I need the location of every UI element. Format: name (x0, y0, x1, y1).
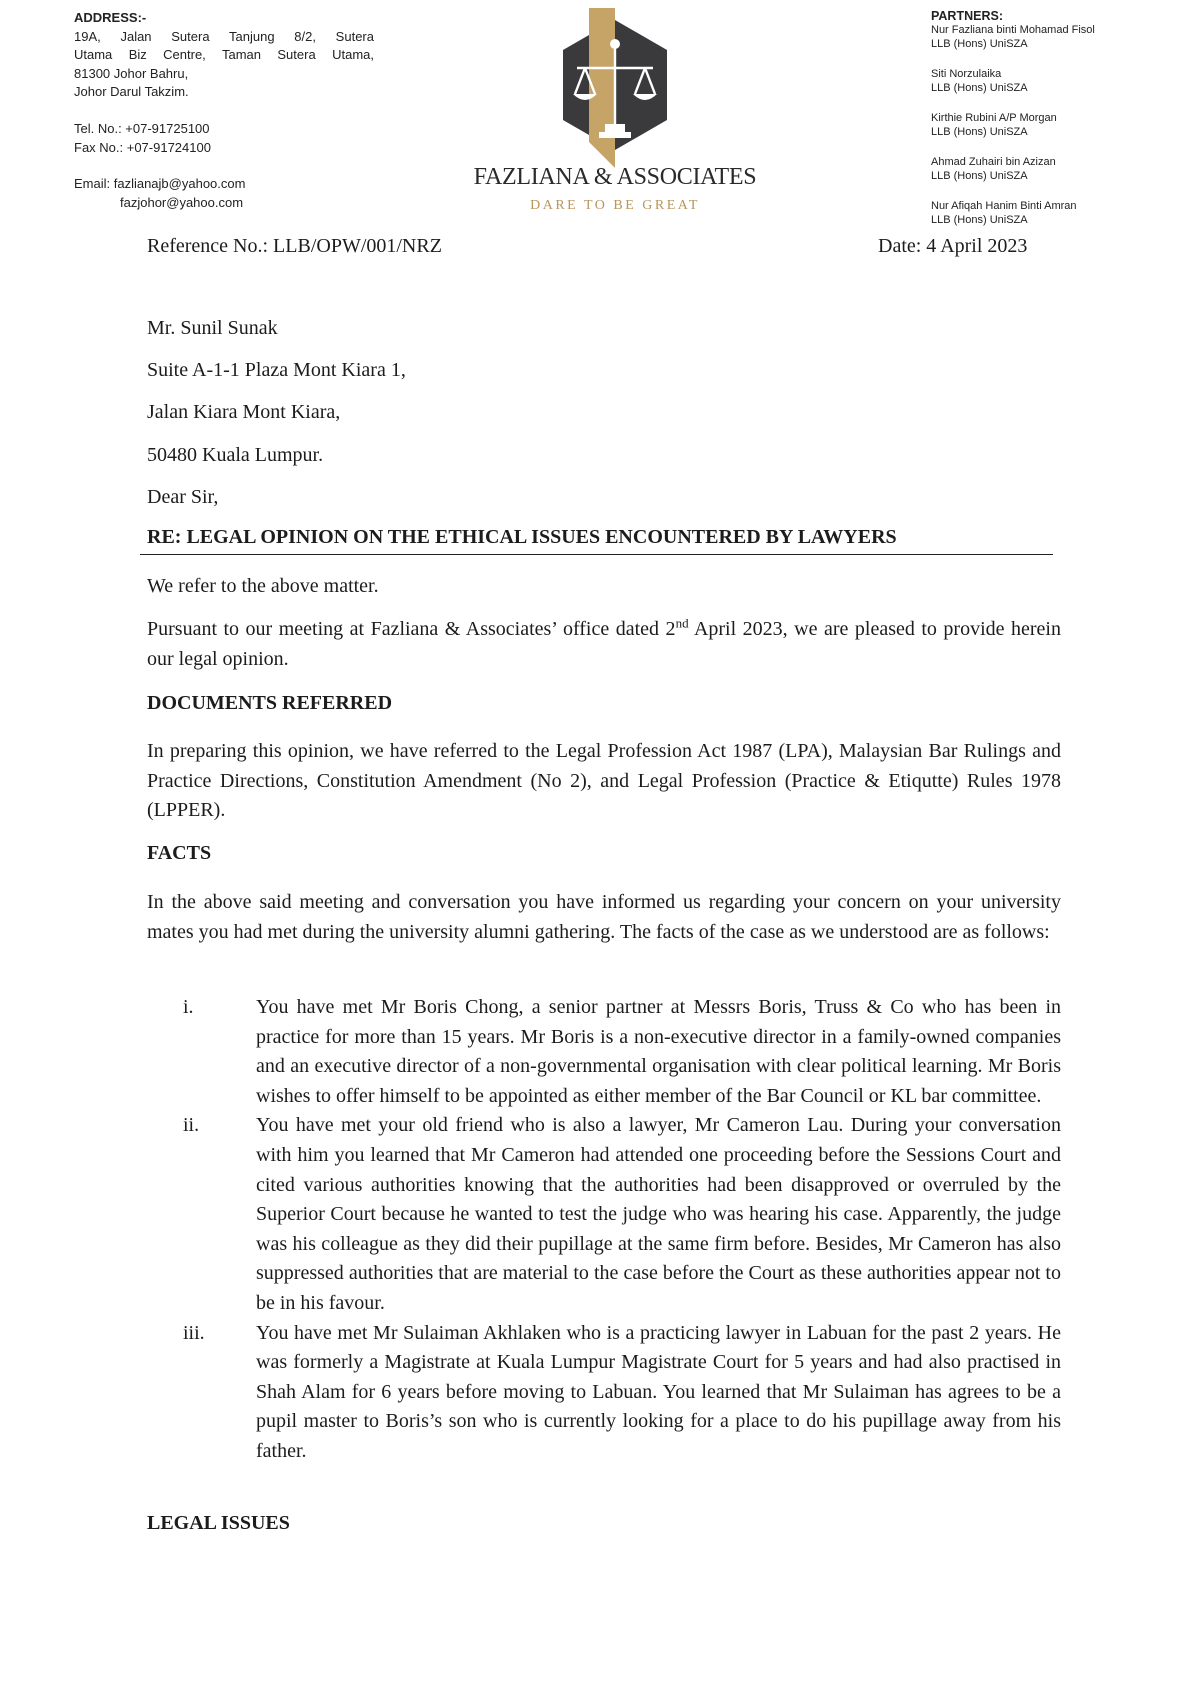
firm-logo (455, 8, 775, 213)
recipient-address (147, 314, 406, 525)
email-primary: Email: fazlianajb@yahoo.com (74, 176, 246, 192)
fax: Fax No.: +07-91724100 (74, 139, 211, 155)
partner-name: Kirthie Rubini A/P Morgan (931, 112, 1057, 124)
list-item-number: iii. (183, 1321, 205, 1344)
partner-name: Ahmad Zuhairi bin Azizan (931, 156, 1056, 168)
list-item-text: You have met your old friend who is also a lawyer, Mr Cameron Lau. During your conversation with him you learned that Mr Cameron had attended one proceeding before the Sessions Court and cited various authorities knowing that the authorities had been disapproved or overruled by the Superior Court because he wanted to test the judge who was hearing his case. Apparently, the judge was his colleague as they did their pupillage at the same firm before. Besides, Mr Cameron has also suppressed authorities that are material to the case before the Court as these authorities appear not to be in his favour. (256, 1114, 1061, 1314)
address-line-1: 19A, Jalan Sutera Tanjung 8/2, Sutera (74, 28, 374, 44)
intro-paragraph: We refer to the above matter. (147, 575, 379, 597)
recipient-line-2: Jalan Kiara Mont Kiara, (147, 401, 341, 424)
address-line-3: 81300 Johor Bahru, (74, 65, 189, 81)
firm-tagline: DARE TO BE GREAT (530, 198, 700, 213)
documents-referred-heading: DOCUMENTS REFERRED (147, 692, 393, 714)
list-item (147, 993, 1061, 1111)
list-item (147, 1319, 1061, 1467)
partner-qualification: LLB (Hons) UniSZA (931, 126, 1028, 138)
reference-number: Reference No.: LLB/OPW/001/NRZ (147, 235, 442, 257)
subject-underline (140, 554, 1053, 555)
address-line-4: Johor Darul Takzim. (74, 84, 189, 100)
list-item (147, 1111, 1061, 1318)
partner-name: Nur Afiqah Hanim Binti Amran (931, 200, 1077, 212)
partner-name: Nur Fazliana binti Mohamad Fisol (931, 24, 1095, 36)
email-secondary: fazjohor@yahoo.com (120, 194, 244, 210)
partners-heading: PARTNERS: (931, 9, 1003, 23)
facts-heading: FACTS (147, 842, 212, 864)
facts-paragraph: In the above said meeting and conversation you have informed us regarding your concern on your university mates you had met during the university alumni gathering. The facts of the case as we understood are as follows: (147, 891, 1061, 943)
address-line-2: Utama Biz Centre, Taman Sutera Utama, (74, 47, 374, 63)
partner-qualification: LLB (Hons) UniSZA (931, 214, 1028, 226)
partner-entry (931, 67, 1191, 95)
pursuant-paragraph: Pursuant to our meeting at Fazliana & Associates’ office dated 2nd April 2023, we are pleased to provide herein our legal opinion. (147, 615, 1061, 670)
telephone: Tel. No.: +07-91725100 (74, 120, 210, 136)
list-item-text: You have met Mr Sulaiman Akhlaken who is a practicing lawyer in Labuan for the past 2 years. He was formerly a Magistrate at Kuala Lumpur Magistrate Court for 5 years and had also practised in Shah Alam for 6 years before moving to Labuan. You learned that Mr Sulaiman has agrees to be a pupil master to Boris’s son who is currently looking for a place to do his pupillage away from his father. (256, 1321, 1061, 1462)
partners-block (931, 9, 1191, 227)
partner-qualification: LLB (Hons) UniSZA (931, 38, 1028, 50)
partner-name: Siti Norzulaika (931, 68, 1002, 80)
scales-of-justice-icon (555, 8, 675, 168)
salutation: Dear Sir, (147, 485, 219, 508)
subject-line: RE: LEGAL OPINION ON THE ETHICAL ISSUES ENCOUNTERED BY LAWYERS (147, 526, 897, 548)
letter-date: Date: 4 April 2023 (878, 235, 1028, 257)
partner-qualification: LLB (Hons) UniSZA (931, 170, 1028, 182)
partner-entry (931, 155, 1191, 183)
partner-entry (931, 111, 1191, 139)
partner-entry (931, 23, 1191, 51)
partner-qualification: LLB (Hons) UniSZA (931, 82, 1028, 94)
recipient-name: Mr. Sunil Sunak (147, 317, 278, 339)
address-heading: ADDRESS:- (74, 10, 147, 25)
list-item-number: ii. (183, 1114, 200, 1137)
firm-name: FAZLIANA & ASSOCIATES (473, 164, 757, 190)
partner-entry (931, 199, 1191, 227)
recipient-line-1: Suite A-1-1 Plaza Mont Kiara 1, (147, 359, 406, 382)
legal-issues-heading: LEGAL ISSUES (147, 1512, 290, 1534)
recipient-line-3: 50480 Kuala Lumpur. (147, 443, 324, 466)
list-item-number: i. (183, 996, 194, 1018)
list-item-text: You have met Mr Boris Chong, a senior partner at Messrs Boris, Truss & Co who has been in practice for more than 15 years. Mr Boris is a non-executive director in a family-owned companies and an executive director of a non-governmental organisation with clear political learning. Mr Boris wishes to offer himself to be appointed as either member of the Bar Council or KL bar committee. (256, 996, 1061, 1107)
documents-paragraph: In preparing this opinion, we have referred to the Legal Profession Act 1987 (LPA), Malaysian Bar Rulings and Practice Directions, Constitution Amendment (No 2), and Legal Profession (Practice & Etiqutte) Rules 1978 (LPPER). (147, 740, 1061, 822)
firm-address-block (74, 9, 374, 212)
facts-list (147, 993, 1061, 1467)
